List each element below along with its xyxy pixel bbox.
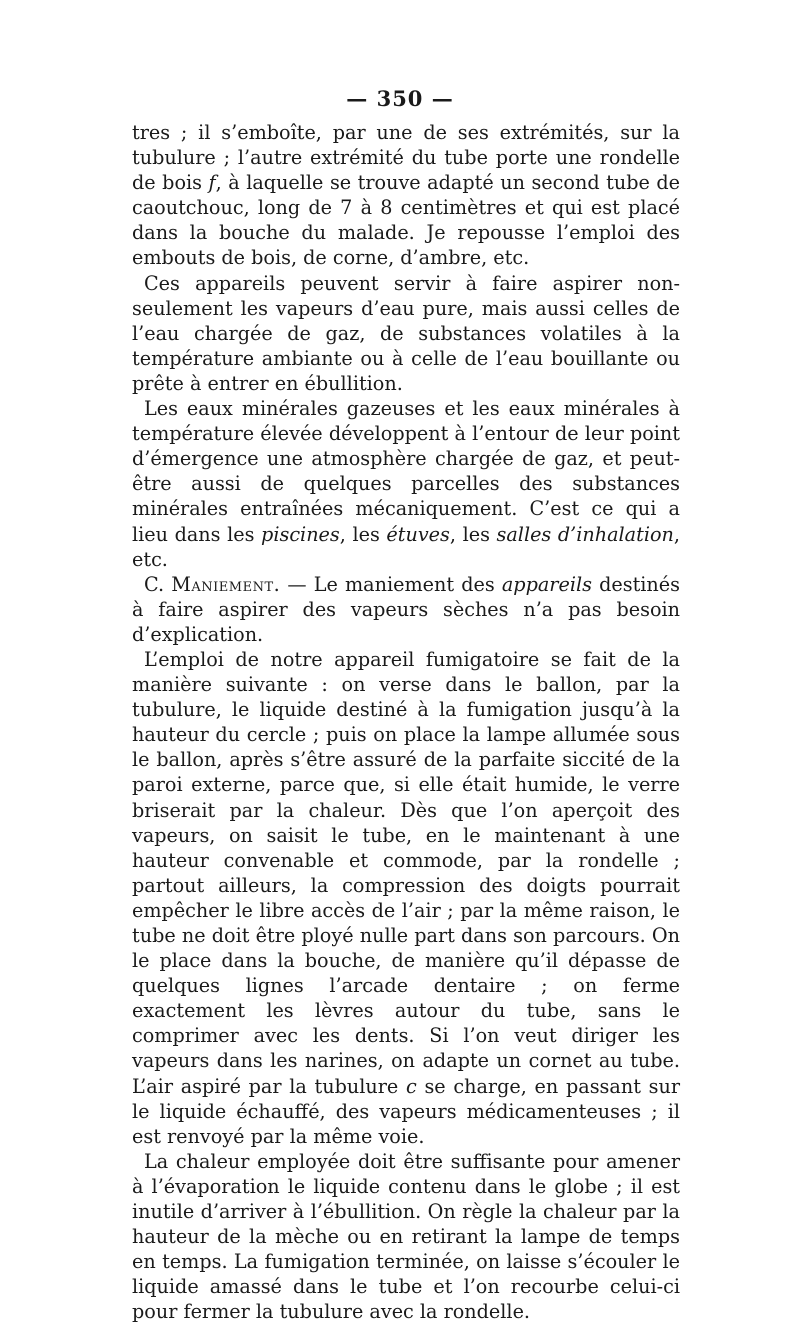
body-text <box>132 120 680 1325</box>
paragraph-3: Les eaux minérales gazeuses et les eaux minérales à température élevée développent à l’entour de leur point d’émergence une atmosphère chargée de gaz, et peut-être aussi de quelques parcelles des substances minérales entraînées mécaniquement. C’est ce qui a lieu dans les piscines, les étuves, les salles d’inhalation, etc. <box>132 397 680 571</box>
paragraph-1: tres ; il s’emboîte, par une de ses extrémités, sur la tubulure ; l’autre extrémité du tube porte une rondelle de bois f, à laquelle se trouve adapté un second tube de caoutchouc, long de 7 à 8 centimètres et qui est placé dans la bouche du malade. Je repousse l’emploi des embouts de bois, de corne, d’ambre, etc. <box>132 121 681 270</box>
page-number: — 350 — <box>346 86 454 111</box>
paragraph-6: La chaleur employée doit être suffisante pour amener à l’évaporation le liquide contenu dans le globe ; il est inutile d’arriver à l’ébullition. On règle la chaleur par la hauteur de la mèche ou en retirant la lampe de temps en temps. La fumigation terminée, on laisse s’écouler le liquide amassé dans le tube et l’on recourbe celui-ci pour fermer la tubulure avec la rondelle. <box>132 1149 680 1324</box>
paragraph-4-section-heading: C. Maniement. — Le maniement des appareils destinés à faire aspirer des vapeurs sèches n’a pas besoin d’explication. <box>132 572 680 646</box>
paragraph-2: Ces appareils peuvent servir à faire aspirer non-seulement les vapeurs d’eau pure, mais aussi celles de l’eau chargée de gaz, de substances volatiles à la température ambiante ou à celle de l’eau bouillante ou prête à entrer en ébullition. <box>132 271 680 395</box>
section-heading: Maniement. <box>171 572 281 596</box>
paragraph-5: L’emploi de notre appareil fumigatoire se fait de la manière suivante : on verse dans le ballon, par la tubulure, le liquide destiné à la fumigation jusqu’à la hauteur du cercle ; puis on place la lampe allumée sous le ballon, après s’être assuré de la parfaite siccité de la paroi externe, parce que, si elle était humide, le verre briserait par la chaleur. Dès que l’on aperçoit des vapeurs, on saisit le tube, en le maintenant à une hauteur convenable et commode, par la rondelle ; partout ailleurs, la compression des doigts pourrait empêcher le libre accès de l’air ; par la même raison, le tube ne doit être ployé nulle part dans son parcours. On le place dans la bouche, de manière qu’il dépasse de quelques lignes l’arcade dentaire ; on ferme exactement les lèvres autour du tube, sans le comprimer avec les dents. Si l’on veut diriger les vapeurs dans les narines, on adapte un cornet au tube. L’air aspiré par la tubulure c se charge, en passant sur le liquide échauffé, des vapeurs médicamenteuses ; il est renvoyé par la même voie. <box>132 647 680 1148</box>
